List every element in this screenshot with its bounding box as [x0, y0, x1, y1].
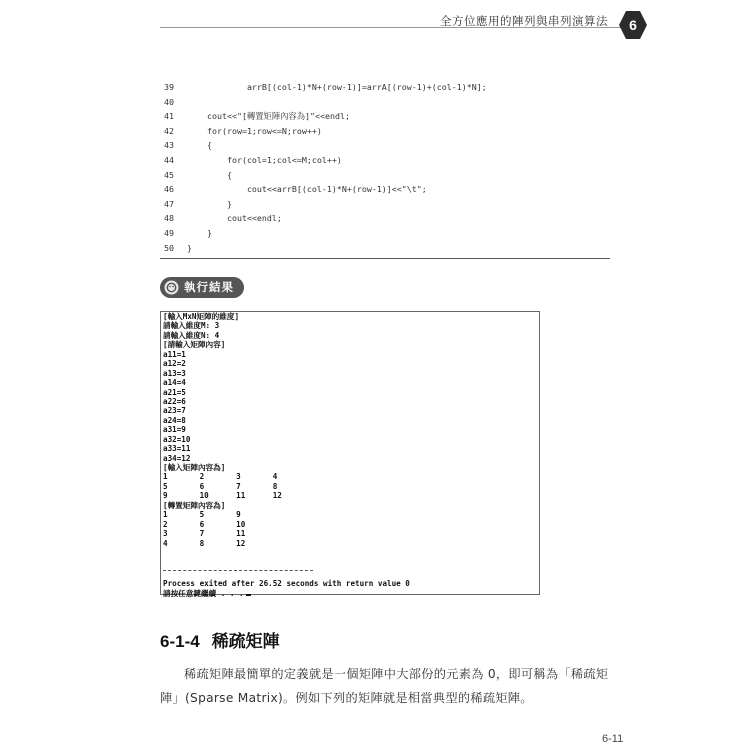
console-line: [輸入MxN矩陣的維度] — [163, 312, 240, 321]
code-line — [160, 95, 610, 110]
code-line-number: 45 — [164, 169, 174, 180]
body-paragraph: 稀疏矩陣最簡單的定義就是一個矩陣中大部份的元素為 0，即可稱為「稀疏矩陣」(Sparse Matrix)。例如下列的矩陣就是相當典型的稀疏矩陣。 — [160, 667, 609, 705]
code-line-number: 49 — [164, 227, 174, 238]
console-line: 請輸入維度N: 4 — [163, 330, 220, 340]
execution-result-label: 執行結果 — [184, 280, 234, 294]
code-line — [160, 226, 610, 241]
section-number: 6-1-4 — [160, 632, 200, 651]
console-line: 4 8 12 — [163, 538, 246, 548]
console-line: a31=9 — [163, 425, 186, 435]
code-line-text: cout<<endl; — [187, 213, 282, 224]
code-listing-bottom-rule — [160, 258, 610, 259]
console-line: a14=4 — [163, 378, 186, 388]
code-line-number: 43 — [164, 140, 174, 151]
console-line: 請輸入維度M: 3 — [163, 321, 220, 331]
code-line — [160, 138, 610, 153]
code-line — [160, 241, 610, 256]
code-line-number: 41 — [164, 111, 174, 122]
page-number: 6-11 — [602, 733, 624, 745]
console-prompt-row — [163, 589, 410, 598]
console-line: 3 7 11 — [163, 529, 246, 539]
console-prompt-line: 請按任意鍵繼續 . . . — [163, 588, 244, 598]
console-line: a24=8 — [163, 415, 186, 425]
code-line-number: 50 — [164, 242, 174, 253]
console-line: a11=1 — [163, 349, 186, 359]
code-line-number: 39 — [164, 82, 174, 92]
console-line: a33=11 — [163, 444, 191, 454]
console-line: a13=3 — [163, 368, 186, 378]
console-line: 1 5 9 — [163, 510, 241, 520]
console-separator — [163, 570, 410, 579]
code-line-number: 48 — [164, 213, 174, 224]
code-line-text: cout<<arrB[(col-1)*N+(row-1)]<<"\t"; — [187, 184, 427, 195]
code-line-text: { — [187, 169, 232, 180]
code-line-text: } — [187, 227, 212, 238]
code-line-text: for(col=1;col<=M;col++) — [187, 154, 342, 165]
console-line: a21=5 — [163, 387, 186, 397]
code-listing — [160, 80, 610, 255]
code-line — [160, 182, 610, 197]
console-line: [請輸入矩陣內容] — [163, 340, 226, 350]
code-line-number: 44 — [164, 154, 174, 165]
console-line: 2 6 10 — [163, 519, 246, 529]
console-line: a34=12 — [163, 453, 191, 463]
console-line: a32=10 — [163, 434, 191, 444]
console-line: 5 6 7 8 — [163, 481, 278, 491]
code-line-number: 40 — [164, 96, 174, 107]
code-line-number: 47 — [164, 198, 174, 209]
code-line — [160, 168, 610, 183]
chapter-number: 6 — [629, 17, 637, 33]
code-line — [160, 197, 610, 212]
console-blank-line — [163, 548, 410, 557]
console-line: 1 2 3 4 — [163, 472, 278, 482]
console-line: 9 10 11 12 — [163, 491, 282, 501]
code-line — [160, 153, 610, 168]
console-line: a22=6 — [163, 396, 186, 406]
section-heading — [160, 627, 280, 652]
code-line-text: cout<<"[轉置矩陣內容為]"<<endl; — [187, 111, 350, 122]
execution-result-badge — [160, 277, 244, 298]
code-line — [160, 80, 610, 95]
console-line: a12=2 — [163, 359, 186, 369]
result-face-icon — [164, 280, 179, 295]
console-cursor-icon — [246, 594, 251, 596]
code-line-number: 42 — [164, 125, 174, 136]
code-line — [160, 109, 610, 124]
code-line-text: for(row=1;row<=N;row++) — [187, 125, 322, 136]
console-output-window — [160, 311, 540, 598]
console-text — [163, 312, 410, 598]
code-line — [160, 211, 610, 226]
code-line-text: arrB[(col-1)*N+(row-1)]=arrA[(row-1)+(col-1)*N]; — [187, 82, 487, 92]
code-line — [160, 124, 610, 139]
console-exit-line: Process exited after 26.52 seconds with return value 0 — [163, 579, 410, 589]
code-line-number: 46 — [164, 184, 174, 195]
console-line: [輸入矩陣內容為] — [163, 463, 226, 472]
code-line-text: { — [187, 140, 212, 151]
console-blank-line — [163, 557, 410, 566]
code-line-text: } — [187, 242, 192, 253]
running-header-title: 全方位應用的陣列與串列演算法 — [440, 14, 608, 28]
console-line: a23=7 — [163, 406, 186, 416]
code-line-text: } — [187, 198, 232, 209]
section-title: 稀疏矩陣 — [211, 632, 280, 652]
console-line: [轉置矩陣內容為] — [163, 500, 226, 510]
